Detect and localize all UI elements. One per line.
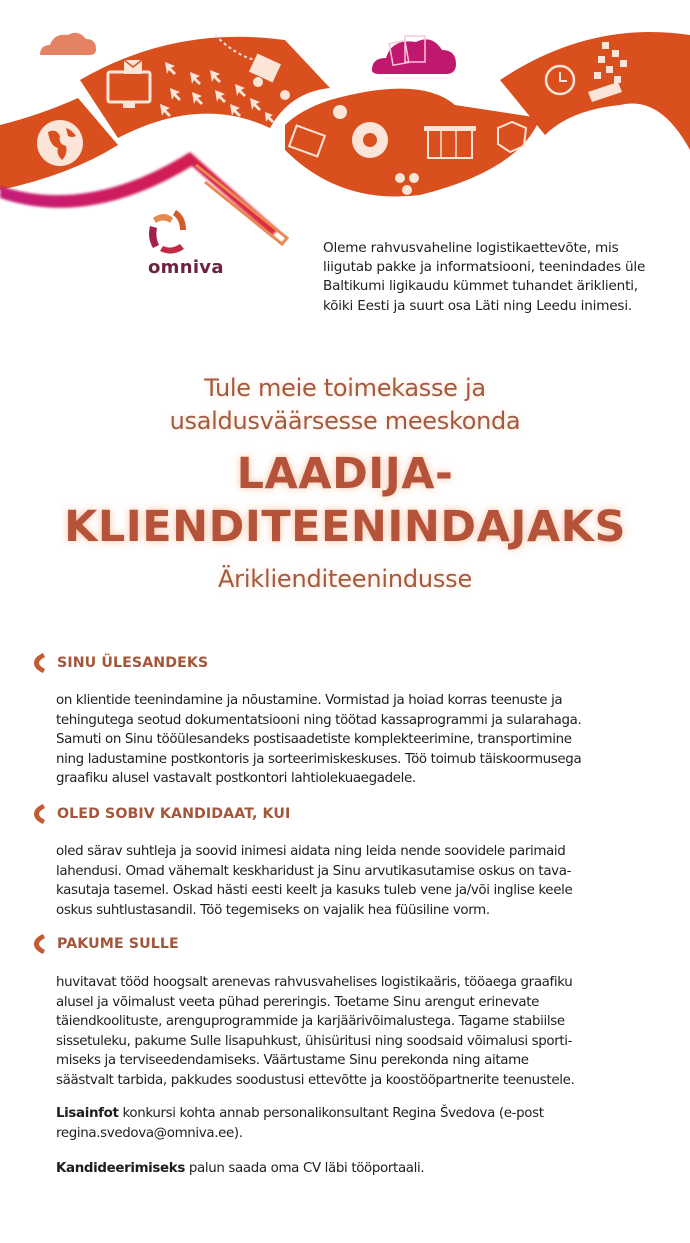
text-line: täiendkoolituste, arenguprogrammide ja karjäärivõimalustega. Tagame stabiilse xyxy=(56,1014,565,1029)
cloud-icon xyxy=(40,33,96,55)
requirements-text xyxy=(56,842,666,920)
text-line: miseks ja terviseedendamiseks. Väärtustame Sinu perekonda ning aitame xyxy=(56,1053,529,1068)
info-text: konkursi kohta annab personalikonsultant Regina Švedova (e-post xyxy=(118,1106,544,1121)
text-line: kasutaja tasemel. Oskad hästi eesti keelt ja kasuks tuleb vene ja/või inglise keele xyxy=(56,883,573,898)
text-line: lahendusi. Omad vähemalt keskharidust ja Sinu arvutikasutamise oskus on tava- xyxy=(56,863,572,879)
job-title-line-2: KLIENDITEENINDAJAKS xyxy=(64,502,626,552)
apply-text: palun saada oma CV läbi tööportaali. xyxy=(184,1161,425,1176)
offer-text xyxy=(56,973,666,1090)
tagline xyxy=(0,372,690,438)
section-heading-requirements xyxy=(32,802,290,826)
punctuation: ). xyxy=(233,1125,243,1141)
responsibilities-text xyxy=(56,691,666,789)
section-heading-responsibilities xyxy=(32,651,208,675)
text-line: alusel ja võimalust veeta pühad pereringis. Toetame Sinu arengut erinevate xyxy=(56,994,540,1010)
contact-line-1 xyxy=(56,1104,666,1124)
info-label: Lisainfot xyxy=(56,1106,119,1121)
bracket-icon xyxy=(32,933,46,955)
omniva-logo-mark-icon xyxy=(143,204,233,264)
globe-icon xyxy=(37,120,83,166)
apply-label: Kandideerimiseks xyxy=(56,1161,185,1176)
text-line: on klientide teenindamine ja nõustamine. Vormistad ja hoiad korras teenuste ja xyxy=(56,693,563,708)
text-line: ning ladustamine postkontoris ja sorteerimiskeskuses. Töö toimub täiskoormusega xyxy=(56,751,582,767)
text-line: Samuti on Sinu tööülesandeks postisaadetiste komplekteerimine, transportimine xyxy=(56,732,572,747)
text-line: säästvalt tarbida, pakkudes soodustusi ettevõtte ja koostööpartnerite teenustele. xyxy=(56,1072,575,1088)
cloud-clipboard-icon xyxy=(372,36,456,74)
section-title: OLED SOBIV KANDIDAAT, KUI xyxy=(57,806,291,822)
tagline-line-1: Tule meie toimekasse ja xyxy=(204,374,486,402)
section-heading-offer xyxy=(32,932,179,956)
bracket-icon xyxy=(32,803,46,825)
omniva-wordmark: omniva xyxy=(148,257,224,278)
contact-info xyxy=(56,1104,666,1143)
apply-instructions xyxy=(56,1159,666,1179)
bracket-icon xyxy=(32,652,46,674)
text-line: sissetuleku, pakume Sulle lisapuhkust, ühisüritusi ning soodsaid võimalusi sporti- xyxy=(56,1033,573,1049)
text-line: tehingutega seotud dokumentatsiooni ning töötad kassaprogrammi ja sularahaga. xyxy=(56,712,582,728)
job-title xyxy=(0,448,690,554)
email-link[interactable]: regina.svedova@omniva.ee xyxy=(56,1125,234,1141)
text-line: oskus suhtlustasandil. Töö tegemiseks on vajalik hea füüsiline vorm. xyxy=(56,902,490,918)
section-title: PAKUME SULLE xyxy=(57,936,179,952)
company-intro-text: Oleme rahvusvaheline logistikaettevõte, mis liigutab pakke ja informatsiooni, teenindades üle Baltikumi ligikaudu kümmet tuhandet äriklienti, kõiki Eesti ja suurt osa Läti ning Leedu inimesi. xyxy=(323,240,646,314)
text-line: graafiku alusel vastavalt postkontori lahtiolekuaegadele. xyxy=(56,771,416,786)
department-subtitle: Äriklienditeenindusse xyxy=(217,565,473,593)
section-title: SINU ÜLESANDEKS xyxy=(57,655,209,671)
contact-line-2 xyxy=(56,1124,666,1144)
text-line: oled särav suhtleja ja soovid inimesi aidata ning leida nende soovidele parimaid xyxy=(56,844,566,859)
job-title-line-1: LAADIJA- xyxy=(236,449,454,499)
omniva-logo xyxy=(143,204,233,284)
tagline-line-2: usaldusväärsesse meeskonda xyxy=(169,407,521,435)
text-line: huvitavat tööd hoogsalt arenevas rahvusvahelises logistikaäris, tööaega graafiku xyxy=(56,975,573,990)
